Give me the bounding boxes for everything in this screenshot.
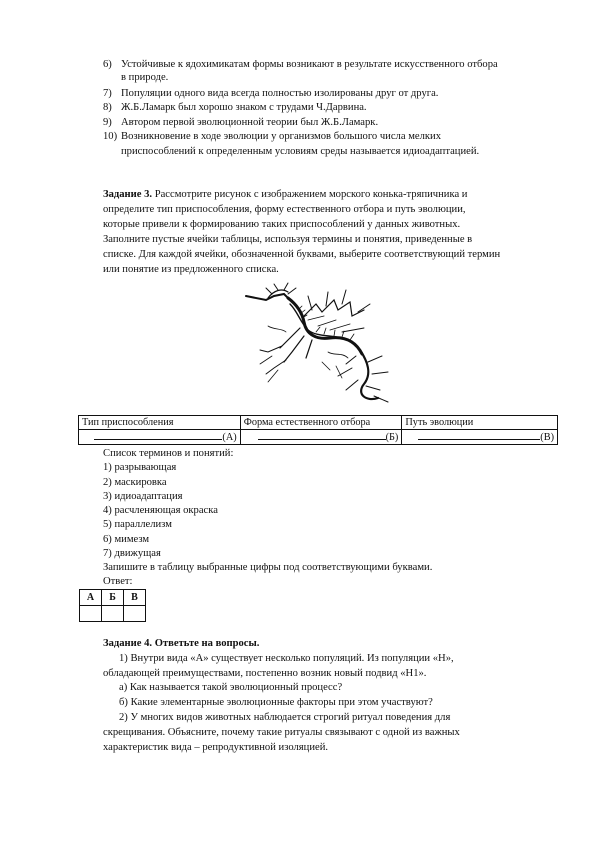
item-text: Устойчивые к ядохимикатам формы возникают в результате искусственного отбора bbox=[121, 59, 498, 70]
task4-line: 1) Внутри вида «А» существует несколько популяций. Из популяции «Н», bbox=[119, 653, 454, 664]
answer-cell-b[interactable] bbox=[102, 606, 124, 622]
sea-dragon-drawing-icon bbox=[238, 282, 398, 410]
task3-line: Заполните пустые ячейки таблицы, используя термины и понятия, приведенные в bbox=[103, 234, 473, 245]
header-selection-form: Форма естественного отбора bbox=[240, 416, 402, 430]
item-text: Автором первой эволюционной теории был Ж.Б.Ламарк. bbox=[121, 117, 379, 128]
item-number: 8) bbox=[103, 102, 112, 113]
terms-list-title: Список терминов и понятий: bbox=[103, 448, 234, 459]
task4-question-b: б) Какие элементарные эволюционные факторы при этом участвуют? bbox=[119, 697, 433, 708]
cell-b[interactable]: (Б) bbox=[240, 430, 402, 445]
term-item: 7) движущая bbox=[103, 548, 161, 559]
term-item: 4) расчленяющая окраска bbox=[103, 505, 218, 516]
header-adaptation-type: Тип приспособления bbox=[79, 416, 241, 430]
term-item: 5) параллелизм bbox=[103, 519, 172, 530]
item-text: Ж.Б.Ламарк был хорошо знаком с трудами Ч.Дарвина. bbox=[121, 102, 367, 113]
answer-label: Ответ: bbox=[103, 576, 133, 587]
term-item: 6) мимезм bbox=[103, 534, 150, 545]
instruction-text: Запишите в таблицу выбранные цифры под соответствующими буквами. bbox=[103, 562, 433, 573]
answer-header-v: В bbox=[124, 590, 146, 606]
answer-grid bbox=[79, 589, 146, 622]
task4-line: характеристик вида – репродуктивной изоляцией. bbox=[103, 742, 329, 753]
answer-header-a: А bbox=[80, 590, 102, 606]
item-text: Популяции одного вида всегда полностью изолированы друг от друга. bbox=[121, 88, 439, 99]
item-text-cont: в природе. bbox=[121, 72, 169, 83]
task4-line: обладающей преимуществами, постепенно возник новый подвид «Н1». bbox=[103, 668, 427, 679]
task4-line: скрещивания. Объясните, почему такие ритуалы связывают с одной из важных bbox=[103, 727, 460, 738]
cell-v[interactable]: (В) bbox=[402, 430, 558, 445]
task3-line: или понятие из предложенного списка. bbox=[103, 264, 279, 275]
item-number: 6) bbox=[103, 59, 112, 70]
task3-line: которые привели к формированию таких приспособлений у данных животных. bbox=[103, 219, 461, 230]
item-number: 10) bbox=[103, 131, 118, 142]
answer-header-b: Б bbox=[102, 590, 124, 606]
item-number: 9) bbox=[103, 117, 112, 128]
task4-line: 2) У многих видов животных наблюдается строгий ритуал поведения для bbox=[119, 712, 451, 723]
task3-line: определите тип приспособления, форму естественного отбора и путь эволюции, bbox=[103, 204, 466, 215]
task3-line: Рассмотрите рисунок с изображением морского конька-тряпичника и bbox=[152, 189, 468, 200]
term-item: 1) разрывающая bbox=[103, 462, 177, 473]
item-text-cont: приспособлений к определенным условиям среды называется идиоадаптацией. bbox=[121, 146, 480, 157]
header-evolution-path: Путь эволюции bbox=[402, 416, 558, 430]
answer-cell-v[interactable] bbox=[124, 606, 146, 622]
cell-a[interactable]: (А) bbox=[79, 430, 241, 445]
term-item: 3) идиоадаптация bbox=[103, 491, 183, 502]
item-number: 7) bbox=[103, 88, 112, 99]
term-item: 2) маскировка bbox=[103, 477, 167, 488]
task3-title: Задание 3. bbox=[103, 189, 153, 200]
task4-question-a: а) Как называется такой эволюционный процесс? bbox=[119, 682, 343, 693]
task3-paragraph bbox=[103, 188, 467, 201]
task3-line: списке. Для каждой ячейки, обозначенной буквами, выберите соответствующий термин bbox=[103, 249, 501, 260]
task4-title: Задание 4. Ответьте на вопросы. bbox=[103, 638, 260, 649]
answer-cell-a[interactable] bbox=[80, 606, 102, 622]
answer-table bbox=[78, 415, 558, 445]
item-text: Возникновение в ходе эволюции у организмов большого числа мелких bbox=[121, 131, 441, 142]
